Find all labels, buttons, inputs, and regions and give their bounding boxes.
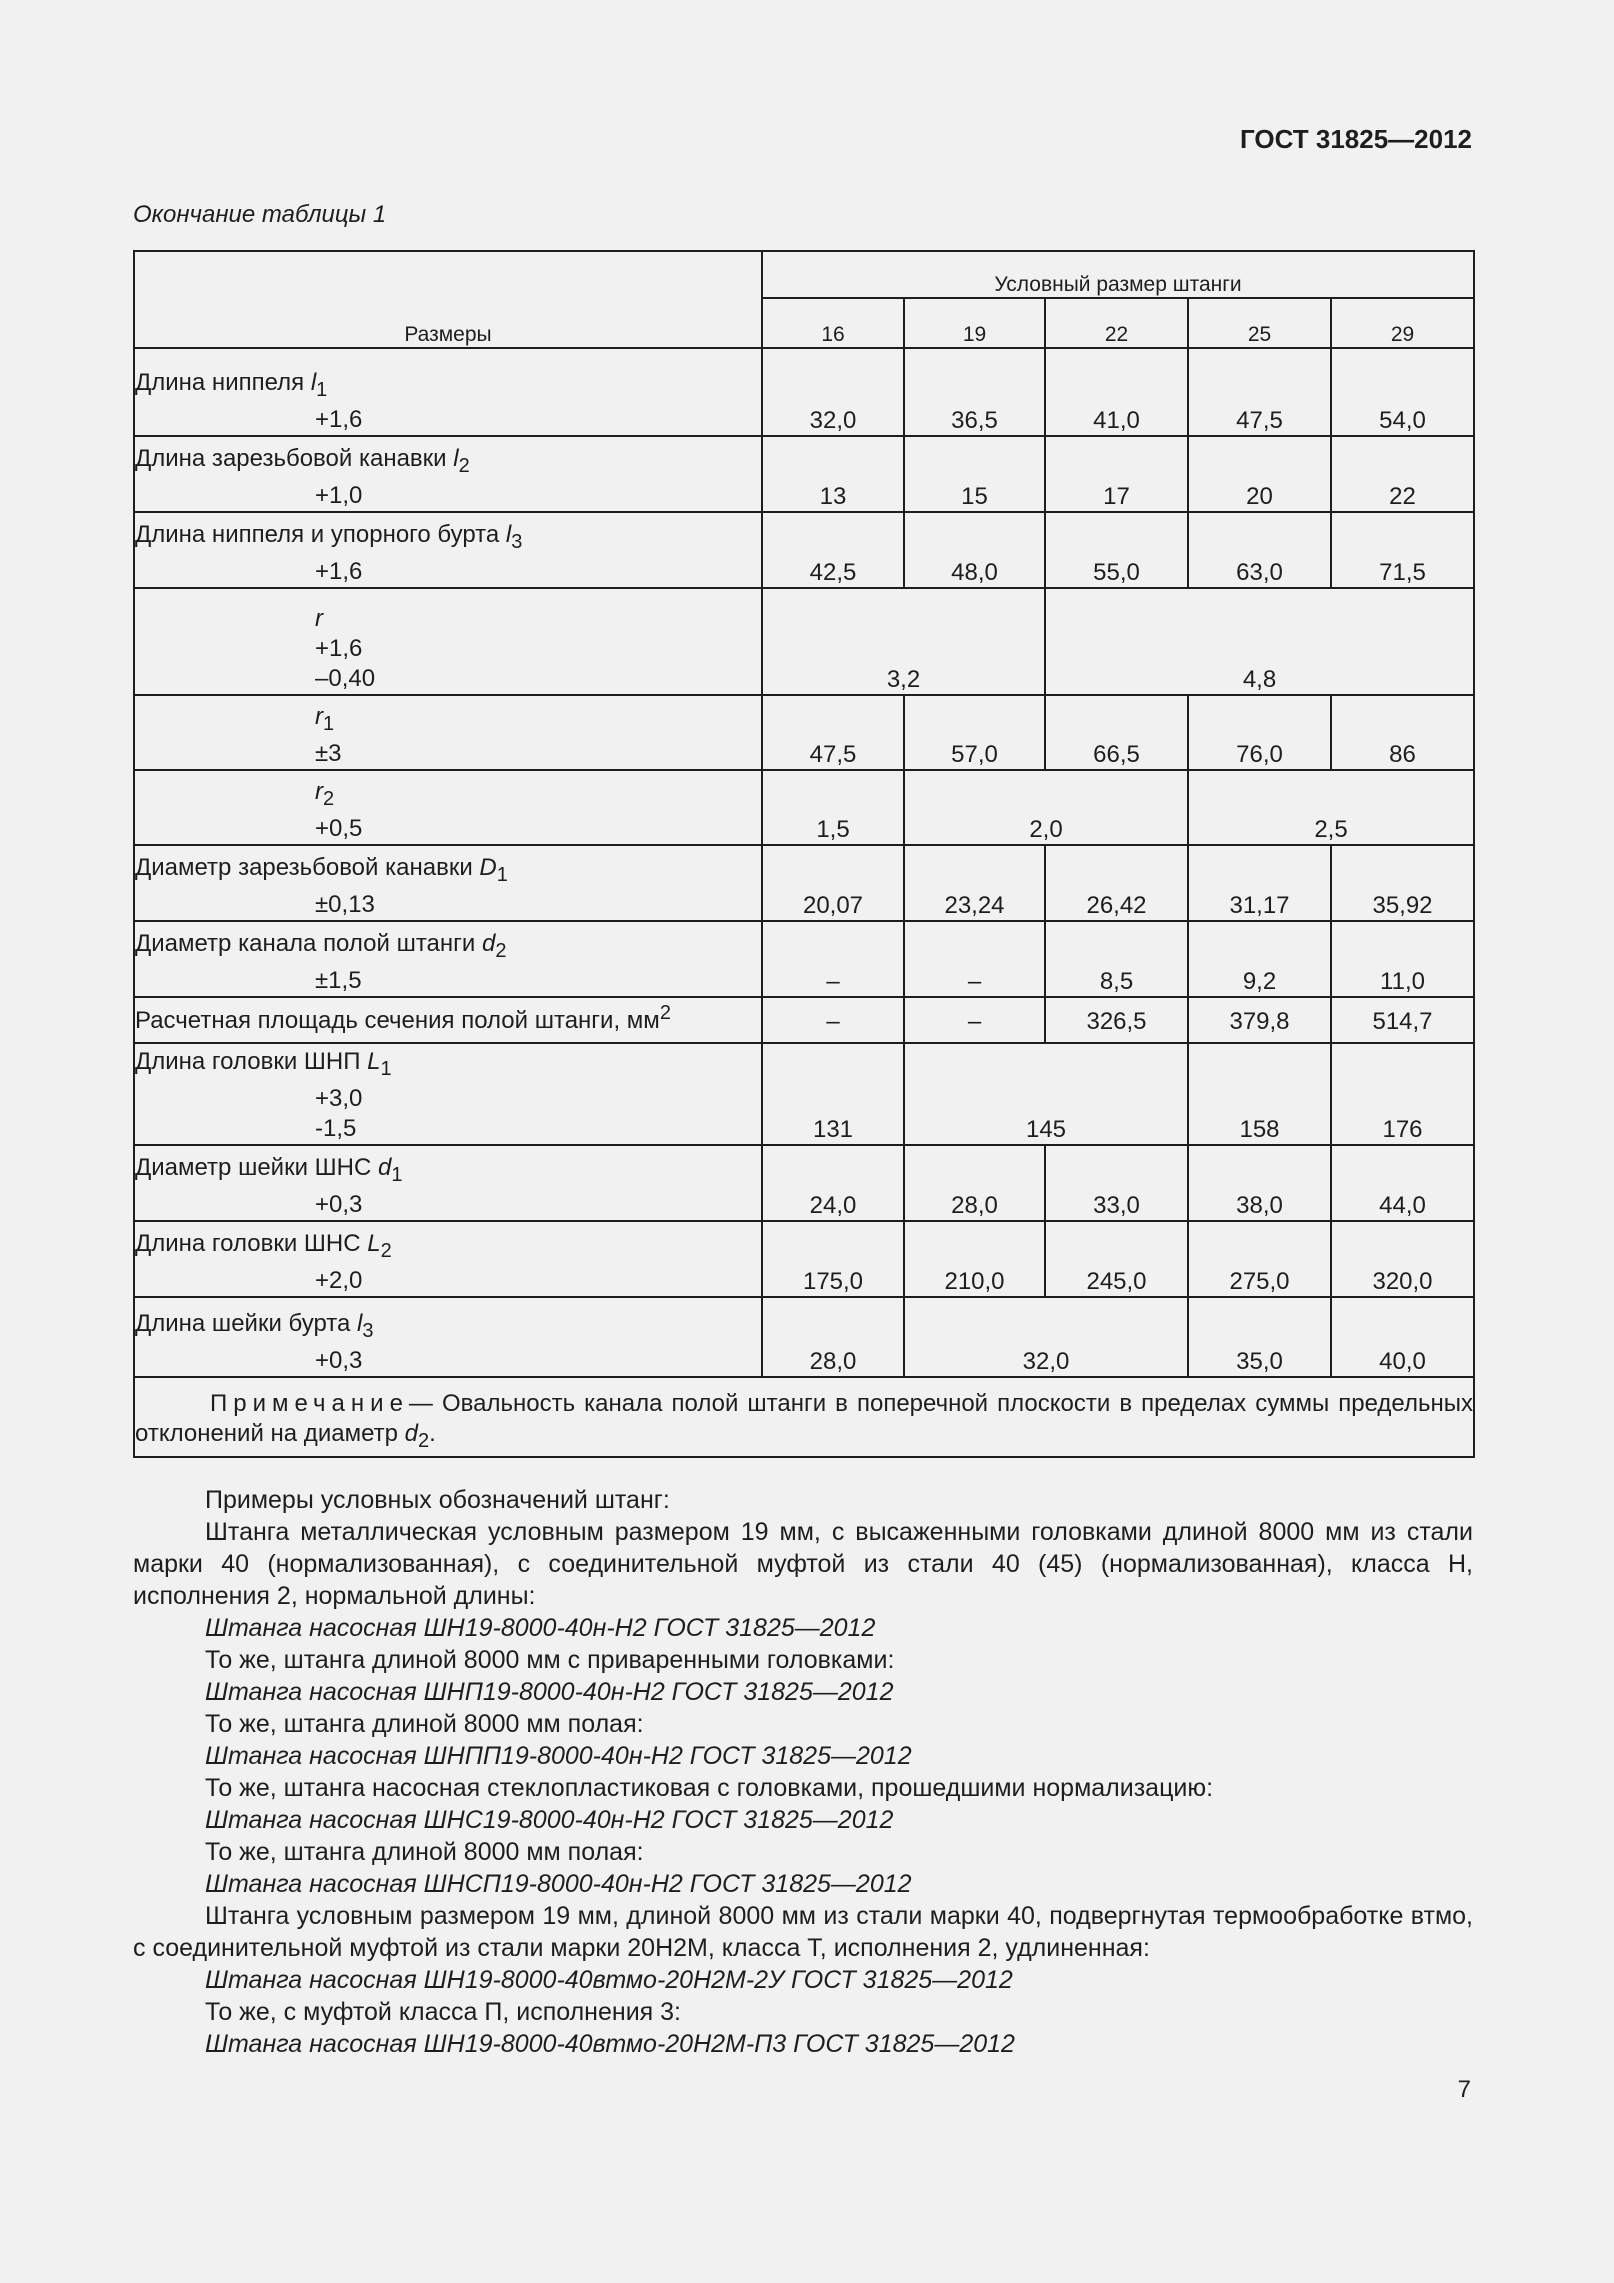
table-cell: 176 (1331, 1043, 1474, 1145)
table-row (134, 588, 1474, 695)
table-row (134, 348, 1474, 436)
table-cell: 2,5 (1188, 770, 1474, 845)
body-paragraph: То же, штанга длиной 8000 мм полая: (205, 1710, 644, 1738)
table-cell: 47,5 (762, 695, 904, 770)
row-label: Длина головки ШНС $L_2$ +2,0 (134, 1221, 762, 1297)
table-cell: 24,0 (762, 1145, 904, 1221)
designation-example: Штанга насосная ШНПП19-8000-40н-Н2 ГОСТ 31825—2012 (205, 1742, 912, 1770)
table-row (134, 770, 1474, 845)
table-cell: 158 (1188, 1043, 1331, 1145)
row-label: Диаметр шейки ШНС $d_1$ +0,3 (134, 1145, 762, 1221)
table-cell: 40,0 (1331, 1297, 1474, 1377)
table-cell: 514,7 (1331, 997, 1474, 1043)
size-29: 29 (1331, 298, 1474, 348)
size-19: 19 (904, 298, 1045, 348)
row-label: Длина головки ШНП $L_1$ +3,0 -1,5 (134, 1043, 762, 1145)
size-25: 25 (1188, 298, 1331, 348)
body-paragraph: То же, штанга насосная стеклопластиковая с головками, прошедшими нормализацию: (205, 1774, 1214, 1802)
table-cell: 131 (762, 1043, 904, 1145)
table-cell: 71,5 (1331, 512, 1474, 588)
table-cell: 320,0 (1331, 1221, 1474, 1297)
table-cell: 326,5 (1045, 997, 1188, 1043)
row-label: Расчетная площадь сечения полой штанги, $мм^2$ (134, 997, 762, 1043)
body-paragraph: То же, штанга длиной 8000 мм с приваренными головками: (205, 1646, 895, 1674)
table-cell: 8,5 (1045, 921, 1188, 997)
body-paragraph: То же, с муфтой класса П, исполнения 3: (205, 1998, 682, 2026)
designation-example: Штанга насосная ШНСП19-8000-40н-Н2 ГОСТ 31825—2012 (205, 1870, 912, 1898)
row-label: Диаметр канала полой штанги $d_2$ ±1,5 (134, 921, 762, 997)
body-paragraph: Примеры условных обозначений штанг: (205, 1486, 670, 1514)
body-paragraph: Штанга условным размером 19 мм, длиной 8000 мм из стали марки 40, подвергнутая термообработке втмо, с соединительной муфтой из стали марки 20Н2М, класса Т, исполнения 2, удлиненная: (133, 1902, 1473, 1962)
table-cell: 28,0 (762, 1297, 904, 1377)
designation-example: Штанга насосная ШН19-8000-40втмо-20Н2М-П3 ГОСТ 31825—2012 (205, 2030, 1015, 2058)
table-cell: 275,0 (1188, 1221, 1331, 1297)
table-cell: 2,0 (904, 770, 1188, 845)
table-row (134, 512, 1474, 588)
table-cell: 47,5 (1188, 348, 1331, 436)
designation-examples (133, 1484, 1473, 2060)
table-caption: Окончание таблицы 1 (133, 201, 387, 228)
row-label: Длина ниппеля $l_1$ +1,6 (134, 348, 762, 436)
table-cell: 54,0 (1331, 348, 1474, 436)
table-cell: 26,42 (1045, 845, 1188, 921)
row-label: Длина ниппеля и упорного бурта $l_3$ +1,6 (134, 512, 762, 588)
table-cell: 20 (1188, 436, 1331, 512)
table-cell: 38,0 (1188, 1145, 1331, 1221)
table-cell: 33,0 (1045, 1145, 1188, 1221)
table-cell: 22 (1331, 436, 1474, 512)
table-cell: – (904, 921, 1045, 997)
table-row (134, 695, 1474, 770)
table-cell: 13 (762, 436, 904, 512)
table-cell: 86 (1331, 695, 1474, 770)
table-cell: 55,0 (1045, 512, 1188, 588)
table-cell: 57,0 (904, 695, 1045, 770)
table-cell: 32,0 (762, 348, 904, 436)
row-label: r +1,6 –0,40 (134, 588, 762, 695)
table-row (134, 436, 1474, 512)
table-cell: 35,92 (1331, 845, 1474, 921)
table-row (134, 921, 1474, 997)
table-cell: 9,2 (1188, 921, 1331, 997)
table-cell: 42,5 (762, 512, 904, 588)
document-code: ГОСТ 31825—2012 (1240, 124, 1472, 154)
table-note-row (134, 1377, 1474, 1457)
row-label: Диаметр зарезьбовой канавки $D_1$ ±0,13 (134, 845, 762, 921)
table-row (134, 1145, 1474, 1221)
body-paragraph: Штанга металлическая условным размером 19 мм, с высаженными головками длиной 8000 мм из стали марки 40 (нормализованная), с соединительной муфтой из стали 40 (45) (нормализованная), класса Н, исполнения 2, нормальной длины: (133, 1518, 1473, 1610)
table-cell: 3,2 (762, 588, 1045, 695)
table-cell: 4,8 (1045, 588, 1474, 695)
table-row (134, 1043, 1474, 1145)
page-number: 7 (1457, 2076, 1471, 2103)
table-row (134, 1221, 1474, 1297)
table-cell: 76,0 (1188, 695, 1331, 770)
row-label: $r_1$ ±3 (134, 695, 762, 770)
table-cell: 41,0 (1045, 348, 1188, 436)
table-cell: 63,0 (1188, 512, 1331, 588)
table-cell: 20,07 (762, 845, 904, 921)
table-cell: 44,0 (1331, 1145, 1474, 1221)
table-cell: 145 (904, 1043, 1188, 1145)
size-16: 16 (762, 298, 904, 348)
table-cell: 379,8 (1188, 997, 1331, 1043)
designation-example: Штанга насосная ШНС19-8000-40н-Н2 ГОСТ 31825—2012 (205, 1806, 894, 1834)
table-cell: 17 (1045, 436, 1188, 512)
table-cell: 23,24 (904, 845, 1045, 921)
row-label: Длина шейки бурта $l_3$ +0,3 (134, 1297, 762, 1377)
table-cell: 66,5 (1045, 695, 1188, 770)
table-cell: 48,0 (904, 512, 1045, 588)
table-cell: – (762, 921, 904, 997)
table-cell: 1,5 (762, 770, 904, 845)
row-label: $r_2$ +0,5 (134, 770, 762, 845)
table-cell: 32,0 (904, 1297, 1188, 1377)
dims-header: Размеры (134, 251, 762, 348)
designation-example: Штанга насосная ШН19-8000-40втмо-20Н2М-2У ГОСТ 31825—2012 (205, 1966, 1013, 1994)
table-cell: 28,0 (904, 1145, 1045, 1221)
table-cell: 210,0 (904, 1221, 1045, 1297)
designation-example: Штанга насосная ШНП19-8000-40н-Н2 ГОСТ 31825—2012 (205, 1678, 894, 1706)
table-row (134, 845, 1474, 921)
table-cell: – (762, 997, 904, 1043)
table-cell: 11,0 (1331, 921, 1474, 997)
table-cell: 36,5 (904, 348, 1045, 436)
body-paragraph: То же, штанга длиной 8000 мм полая: (205, 1838, 644, 1866)
table-cell: 35,0 (1188, 1297, 1331, 1377)
table-cell: 15 (904, 436, 1045, 512)
dimensions-table (133, 250, 1475, 1458)
table-cell: 31,17 (1188, 845, 1331, 921)
size-header: Условный размер штанги (762, 251, 1474, 298)
table-row (134, 997, 1474, 1043)
table-row (134, 1297, 1474, 1377)
size-22: 22 (1045, 298, 1188, 348)
table-cell: 175,0 (762, 1221, 904, 1297)
table-note: Примечание— Овальность канала полой штанги в поперечной плоскости в пределах суммы предельных отклонений на диаметр $d_2$. (134, 1377, 1474, 1457)
table-cell: 245,0 (1045, 1221, 1188, 1297)
table-cell: – (904, 997, 1045, 1043)
row-label: Длина зарезьбовой канавки $l_2$ +1,0 (134, 436, 762, 512)
designation-example: Штанга насосная ШН19-8000-40н-Н2 ГОСТ 31825—2012 (205, 1614, 876, 1642)
